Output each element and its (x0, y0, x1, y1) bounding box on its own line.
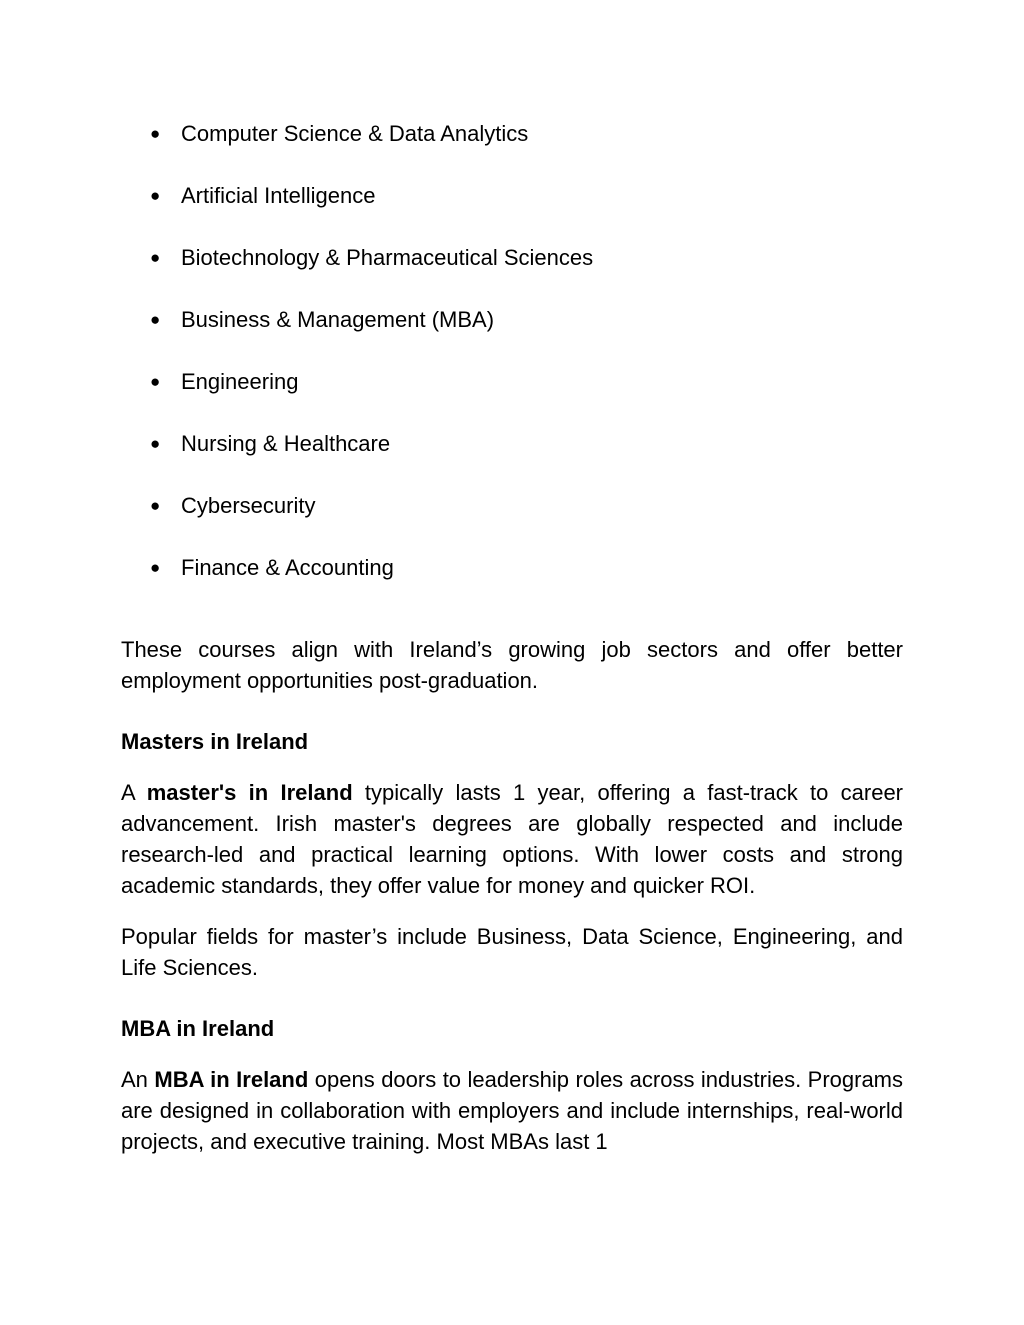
bullet-icon: ● (150, 558, 161, 577)
list-item (150, 429, 593, 491)
masters-paragraph (121, 777, 903, 901)
masters-heading: Masters in Ireland (121, 729, 309, 754)
bullet-icon: ● (150, 310, 161, 329)
mba-paragraph-rest: opens doors to leadership roles across industries. Programs are designed in collaboration with employers and include internships, real-world projects, and executive training. Most MBAs last 1 (121, 1067, 904, 1154)
mba-bold-phrase: MBA in Ireland (154, 1067, 309, 1092)
list-item (150, 553, 593, 615)
list-item-text: Nursing & Healthcare (181, 431, 391, 456)
mba-paragraph-prefix: An (121, 1067, 155, 1092)
list-item (150, 181, 593, 243)
bullet-icon: ● (150, 496, 161, 515)
list-item-text: Artificial Intelligence (181, 183, 376, 208)
list-item (150, 119, 593, 181)
document-body (121, 634, 903, 1177)
masters-bold-phrase: master's in Ireland (146, 780, 353, 805)
mba-paragraph (121, 1064, 903, 1157)
bullet-icon: ● (150, 186, 161, 205)
list-item (150, 491, 593, 553)
masters-paragraph-prefix: A (121, 780, 147, 805)
masters-fields-paragraph: Popular fields for master’s include Business, Data Science, Engineering, and Life Sciences. (121, 924, 903, 980)
bullet-icon: ● (150, 124, 161, 143)
list-item-text: Cybersecurity (181, 493, 316, 518)
list-item (150, 367, 593, 429)
list-item (150, 305, 593, 367)
bullet-icon: ● (150, 248, 161, 267)
list-item-text: Finance & Accounting (181, 555, 394, 580)
list-item-text: Business & Management (MBA) (181, 307, 495, 332)
list-item-text: Computer Science & Data Analytics (181, 121, 529, 146)
list-item (150, 243, 593, 305)
masters-paragraph-rest: typically lasts 1 year, offering a fast-track to career advancement. Irish master's degrees are globally respected and include research-led and practical learning options. With lower costs and strong academic standards, they offer value for money and quicker ROI. (121, 780, 904, 898)
list-item-text: Engineering (181, 369, 299, 394)
list-item-text: Biotechnology & Pharmaceutical Sciences (181, 245, 594, 270)
mba-heading: MBA in Ireland (121, 1016, 275, 1041)
bullet-icon: ● (150, 372, 161, 391)
bullet-icon: ● (150, 434, 161, 453)
course-bullet-list (150, 119, 593, 615)
intro-paragraph: These courses align with Ireland’s growing job sectors and offer better employment opportunities post-graduation. (121, 637, 903, 693)
